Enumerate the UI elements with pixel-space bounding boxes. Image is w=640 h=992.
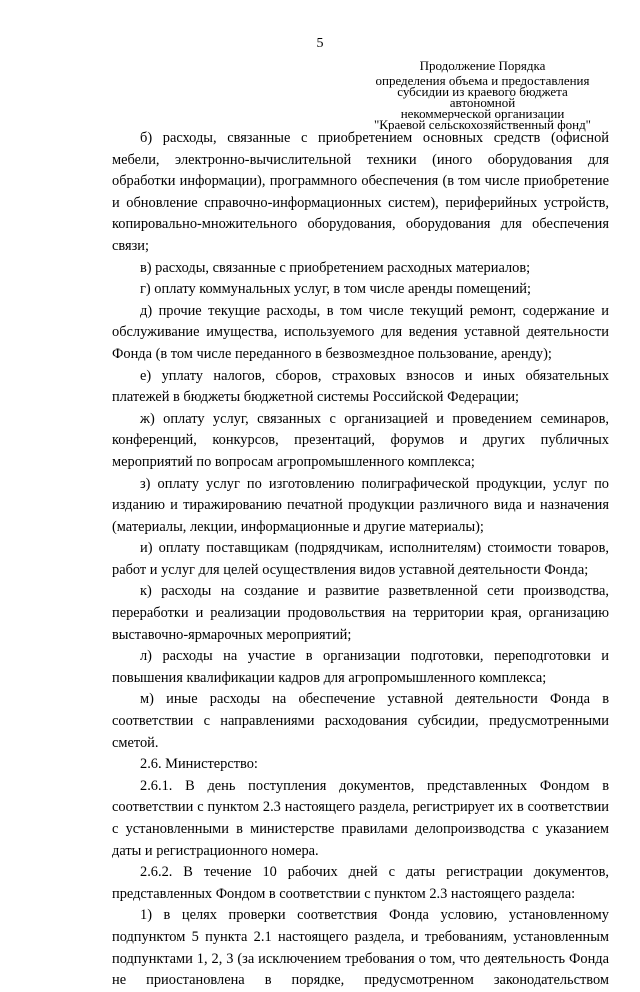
paragraph: б) расходы, связанные с приобретением основных средств (офисной мебели, электронно-вычислительной техники (иного оборудования для обработки информации), программного обеспечения (в том числе приобретение и обновление справочно-информационных систем), периферийных устройств, копировально-множительного оборудования, оборудования для обеспечения связи;	[112, 130, 609, 254]
paragraph: 2.6.2. В течение 10 рабочих дней с даты регистрации документов, представленных Фондом в соответствии с пунктом 2.3 настоящего раздела:	[112, 864, 609, 902]
paragraph: з) оплату услуг по изготовлению полиграфической продукции, услуг по изданию и тиражированию печатной продукции различного вида и назначения (материалы, лекции, информационные и другие материалы);	[112, 475, 609, 535]
paragraph: 2.6.1. В день поступления документов, представленных Фондом в соответствии с пунктом 2.3 настоящего раздела, регистрирует их в соответствии с установленными в министерстве правилами делопроизводства с указанием даты и регистрационного номера.	[112, 777, 609, 859]
header-title: Продолжение Порядка	[419, 58, 546, 73]
header-line: определения объема и предоставления	[375, 73, 590, 88]
paragraph: в) расходы, связанные с приобретением расходных материалов;	[140, 259, 531, 276]
page-number: 5	[316, 36, 324, 51]
header-line: "Краевой сельскохозяйственный фонд"	[373, 117, 591, 132]
paragraph: 1) в целях проверки соответствия Фонда условию, установленному подпунктом 5 пункта 2.1 настоящего раздела, и требованиям, установленным подпунктами 1, 2, 3 (за исключением требования о том, что деятельность Фонда не приостановлена в порядке, предусмотренном законодательством	[112, 907, 609, 989]
paragraph: к) расходы на создание и развитие разветвленной сети производства, переработки и реализации продовольствия на территории края, организацию выставочно-ярмарочных мероприятий;	[112, 583, 609, 643]
document-body	[112, 128, 609, 992]
document-header	[365, 60, 600, 130]
paragraph: д) прочие текущие расходы, в том числе текущий ремонт, содержание и обслуживание имущества, используемого для ведения уставной деятельности Фонда (в том числе переданного в безвозмездное пользование, аренду);	[112, 302, 609, 362]
paragraph: л) расходы на участие в организации подготовки, переподготовки и повышения квалификации кадров для агропромышленного комплекса;	[112, 648, 609, 686]
paragraph: е) уплату налогов, сборов, страховых взносов и иных обязательных платежей в бюджеты бюджетной системы Российской Федерации;	[112, 367, 609, 406]
paragraph: м) иные расходы на обеспечение уставной деятельности Фонда в соответствии с направлениями расходования субсидии, предусмотренными сметой.	[112, 691, 609, 751]
paragraph: 2.6. Министерство:	[140, 756, 258, 773]
paragraph: и) оплату поставщикам (подрядчикам, исполнителям) стоимости товаров, работ и услуг для целей осуществления видов уставной деятельности Фонда;	[112, 540, 609, 578]
header-line: субсидии из краевого бюджета автономной	[397, 84, 568, 110]
header-line: некоммерческой организации	[400, 106, 565, 121]
paragraph: г) оплату коммунальных услуг, в том числе аренды помещений;	[140, 281, 531, 298]
paragraph: ж) оплату услуг, связанных с организацией и проведением семинаров, конференций, конкурсов, презентаций, форумов и других публичных мероприятий по вопросам агропромышленного комплекса;	[112, 410, 609, 470]
